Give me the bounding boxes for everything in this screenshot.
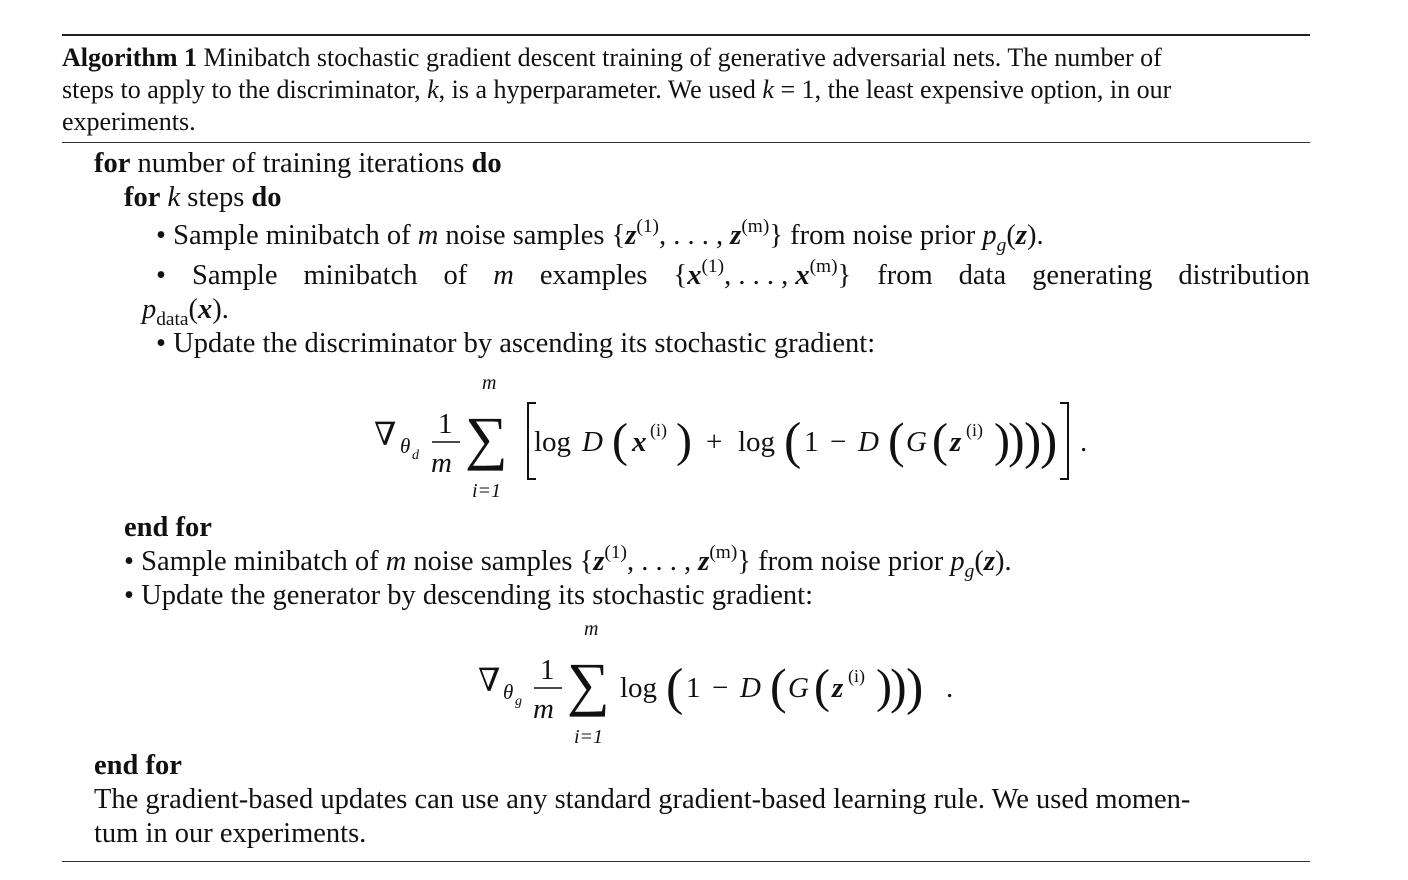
eq1-plus: + [706, 426, 723, 458]
eq1-one2: 1 [804, 426, 819, 458]
eq2-G: G [788, 672, 809, 704]
eq2-paren2-close: ) [890, 658, 907, 714]
eq1-nabla: ∇ [374, 416, 397, 452]
eq1-m: m [431, 447, 452, 479]
eq1-sum-top: m [482, 372, 497, 394]
eq1-sup-i: (i) [650, 420, 667, 440]
caption-line-3: experiments. [62, 107, 196, 136]
eq2-D: D [740, 672, 761, 704]
eq1-sum-bottom: i=1 [472, 480, 502, 502]
eq2-sum-top: m [584, 618, 599, 640]
step-update-discriminator: • Update the discriminator by ascending its stochastic gradient: [156, 328, 876, 359]
eq1-paren3-open: ( [888, 412, 905, 468]
eq1-paren1-close: ) [676, 414, 692, 467]
eq1-minus: − [830, 426, 847, 458]
step-sample-noise-outer: • Sample minibatch of m noise samples {$z^{(1)}$, . . . , $z^{(m)}$} from noise prior $p_g(z)$. [124, 542, 1012, 582]
eq2-minus: − [712, 672, 729, 704]
caption-line-2: steps to apply to the discriminator, k, is a hyperparameter. We used k = 1, the least expensive option, in our [62, 75, 1172, 104]
eq2-period: . [946, 672, 954, 704]
algorithm-body [62, 143, 1310, 851]
end-inner-for: end for [124, 512, 212, 543]
algorithm-block [62, 34, 1310, 862]
inner-for-line: for k steps do [124, 182, 282, 213]
eq1-log2: log [738, 426, 776, 458]
algorithm-label: Algorithm 1 [62, 43, 198, 72]
eq1-paren2-open: ( [784, 413, 802, 470]
eq1-log1: log [534, 426, 572, 458]
eq2-sup-i: (i) [848, 666, 865, 686]
eq2-theta: θ [503, 680, 514, 704]
end-outer-for: end for [94, 750, 182, 781]
algorithm-caption [62, 36, 1310, 142]
step-sample-data: • Sample minibatch of m examples {$x^{(1)}$, . . . , $x^{(m)}$} from data generating distribution $p_{data}(x)$. [142, 256, 1310, 330]
eq1-G: G [906, 426, 927, 458]
eq2-one2: 1 [686, 672, 701, 704]
caption-line-1: Minibatch stochastic gradient descent training of generative adversarial nets. The number of [203, 43, 1162, 72]
step-update-generator: • Update the generator by descending its stochastic gradient: [124, 580, 814, 611]
algorithm-footer [62, 783, 1310, 851]
eq1-sup-i2: (i) [966, 420, 983, 440]
eq2-theta-sub: g [515, 694, 522, 709]
eq2-paren3-close: ) [876, 660, 892, 713]
eq1-period: . [1080, 426, 1088, 458]
equation-2-svg [62, 613, 1310, 749]
eq1-theta-sub: d [412, 448, 419, 463]
equation-1-svg [62, 361, 1310, 511]
eq2-paren3-open: ( [814, 660, 830, 713]
footer-line-1: The gradient-based updates can use any standard gradient-based learning rule. We used momen- [94, 784, 1191, 815]
eq2-z: z [832, 672, 844, 704]
eq1-z: z [950, 426, 962, 458]
eq1-sum: ∑ [465, 405, 508, 471]
eq1-paren4-close: ) [994, 414, 1010, 467]
eq1-paren3-close: ) [1008, 412, 1025, 468]
eq1-paren1-open: ( [612, 414, 628, 467]
generator-gradient-equation [62, 613, 1310, 749]
eq2-paren2-open: ( [770, 658, 787, 714]
bottom-rule [62, 861, 1310, 862]
eq2-nabla: ∇ [478, 662, 501, 698]
eq1-D2: D [858, 426, 879, 458]
eq1-bracket-right [1060, 403, 1068, 479]
eq1-paren2-close: ) [1024, 413, 1042, 470]
step-sample-noise-inner: • Sample minibatch of m noise samples {$z^{(1)}$, . . . , $z^{(m)}$} from noise prior $p_g(z)$. [156, 216, 1044, 256]
eq1-paren2b-close: ) [1040, 413, 1058, 470]
eq1-one: 1 [438, 408, 453, 440]
eq2-paren1-close: ) [906, 659, 924, 716]
eq1-theta: θ [400, 434, 411, 458]
eq2-one: 1 [540, 654, 555, 686]
eq2-sum: ∑ [567, 651, 610, 717]
eq1-D1: D [582, 426, 603, 458]
outer-for-line: for number of training iterations do [94, 148, 502, 179]
discriminator-gradient-equation [62, 361, 1310, 511]
eq2-log: log [620, 672, 658, 704]
eq1-paren4-open: ( [932, 414, 948, 467]
eq2-sum-bottom: i=1 [574, 726, 604, 748]
eq2-m: m [533, 693, 554, 725]
footer-line-2: tum in our experiments. [94, 818, 367, 849]
eq2-paren1-open: ( [666, 659, 684, 716]
eq1-x: x [632, 426, 647, 458]
